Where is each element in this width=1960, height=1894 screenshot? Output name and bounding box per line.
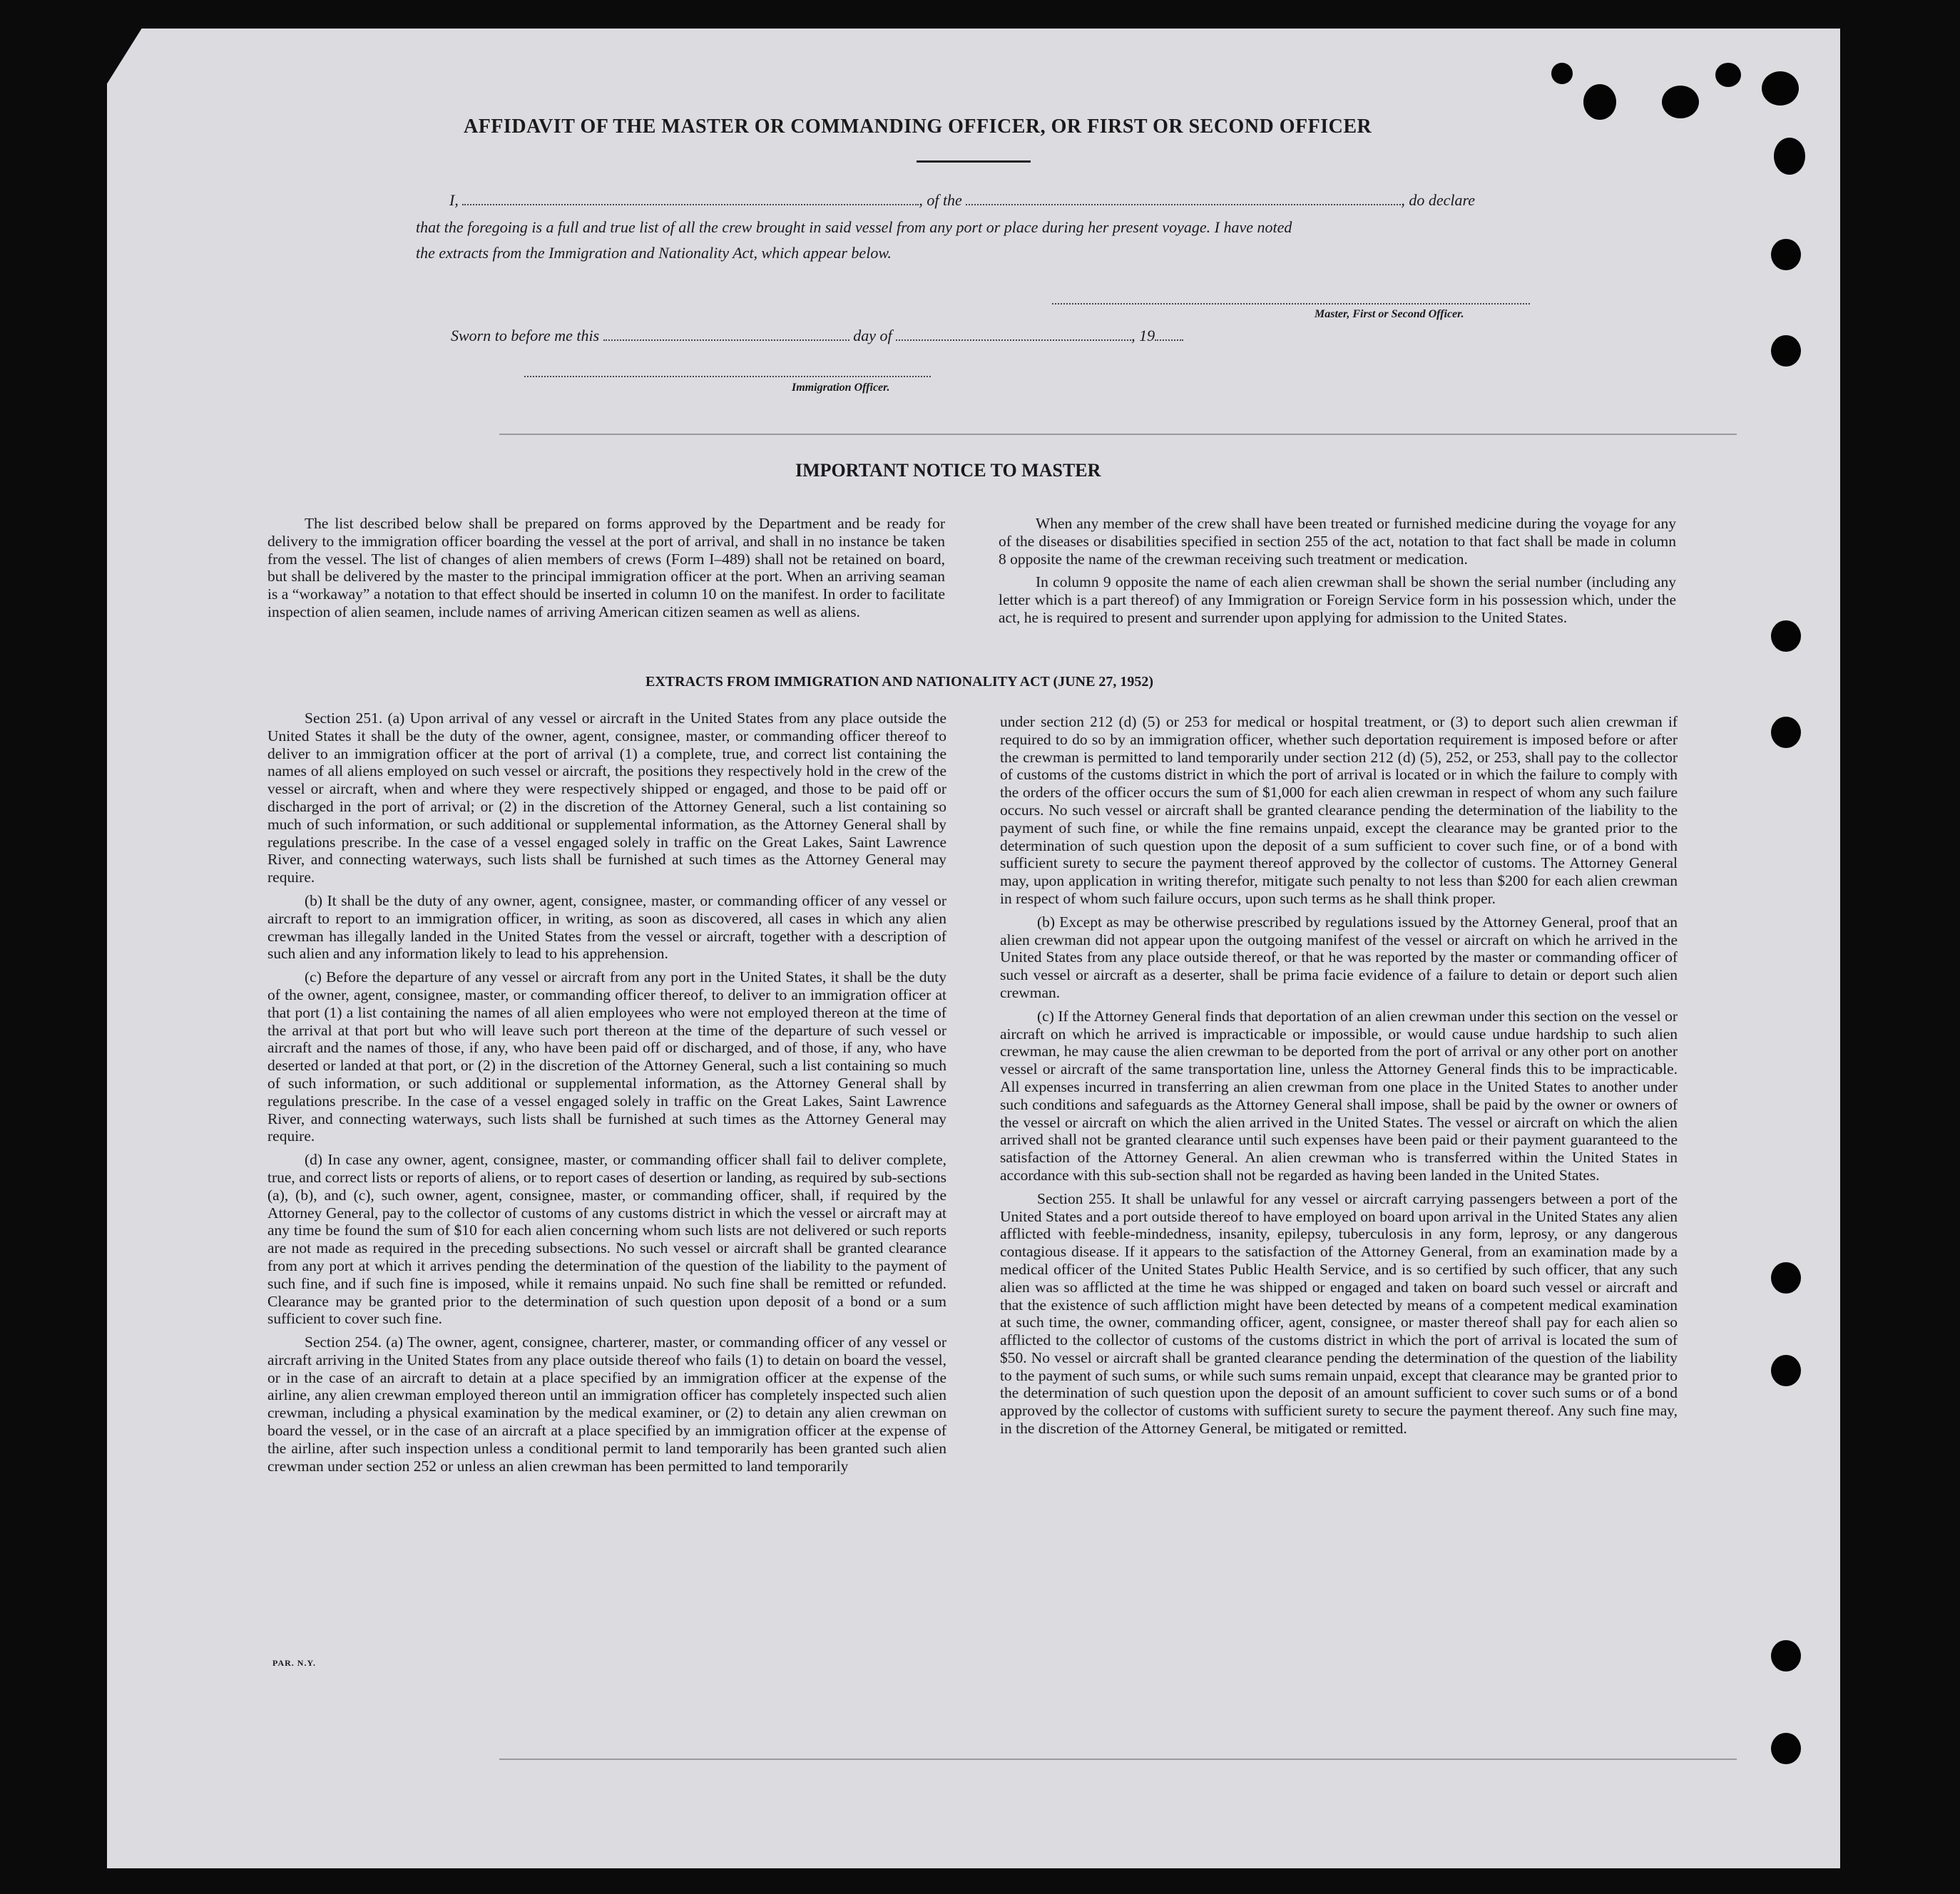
name-field[interactable] [462,191,919,205]
extract-section-254c: (c) If the Attorney General finds that deportation of an alien crewman under this section on the vessel or aircraft on which he arrived is impracticable or impossible, or would cause undue hardship to such alien crewman, he may cause the alien crewman to be deported from the port of arrival or any other port on another vessel or aircraft of the same transportation line, unless the Attorney General finds this to be impracticable. All expenses incurred in transferring an alien crewman from one place in the United States to another under such conditions and safeguards as the Attorney General shall impose, shall be paid by the owner or owners of the vessel or aircraft on which the alien arrived in the United States. The vessel or aircraft on which the alien arrived shall not be granted clearance until such expenses have been paid or their payment guaranteed to the satisfaction of the Attorney General. An alien crewman who is transferred within the United States in accordance with this sub-section shall not be regarded as having been landed in the United States. [1000,1007,1678,1184]
affidavit-body-line-2: the extracts from the Immigration and Nationality Act, which appear below. [416,244,892,262]
immigration-officer-signature-line[interactable] [524,376,931,377]
binding-hole [1551,63,1573,84]
sworn-label: Sworn to before me this [451,327,600,344]
binding-hole [1762,71,1799,106]
affidavit-title: AFFIDAVIT OF THE MASTER OR COMMANDING OFFICER, OR FIRST OR SECOND OFFICER [464,116,1372,138]
notice-left-column [267,515,945,627]
binding-hole [1771,717,1801,748]
extracts-left-column [267,710,946,1480]
year-label: , 19 [1131,327,1155,344]
notice-right-para-2: In column 9 opposite the name of each alien crewman shall be shown the serial number (including any letter which is a part thereof) of any Immigration or Foreign Service form in his possession which, under the act, he is required to present and surrender upon applying for admission to the United States. [999,573,1676,626]
binding-hole [1771,1355,1801,1386]
binding-hole [1771,239,1801,270]
printer-mark: PAR. N.Y. [272,1658,317,1668]
sworn-line [451,327,1183,345]
extract-section-254a: Section 254. (a) The owner, agent, consignee, charterer, master, or commanding officer of any vessel or aircraft arriving in the United States from any place outside thereof who fails (1) to detain on board the vessel, or in the case of an aircraft to detain at a place specified by an immigration officer at the expense of the airline, any alien crewman employed thereon until an immigration officer has completely inspected such alien crewman, including a physical examination by the medical examiner, or (2) to detain any alien crewman on board the vessel, or in the case of an aircraft at a place specified by an immigration officer at the expense of the airline, after such inspection unless a conditional permit to land temporarily has been granted such alien crewman under section 252 or unless an alien crewman has been permitted to land temporarily [267,1334,946,1475]
master-caption: Master, First or Second Officer. [1315,308,1464,320]
sworn-day-field[interactable] [603,327,849,341]
title-rule [917,160,1031,163]
binding-hole [1583,84,1616,120]
section-divider [499,434,1737,435]
notice-right-column [999,515,1676,633]
extract-section-251a: Section 251. (a) Upon arrival of any vessel or aircraft in the United States from any place outside the United States it shall be the duty of the owner, agent, consignee, master, or commanding officer thereof to deliver to an immigration officer at the port of arrival (1) a complete, true, and correct list containing the names of all aliens employed on such vessel or aircraft, the positions they respectively hold in the crew of the vessel or aircraft, when and where they were respectively shipped or engaged, and those to be paid off or discharged in the port of arrival; or (2) in the discretion of the Attorney General, such a list containing so much of such information, or such additional or supplemental information, as the Attorney General shall by regulations prescribe. In the case of a vessel engaged solely in traffic on the Great Lakes, Saint Lawrence River, and connecting waterways, such lists shall be furnished at such times as the Attorney General may require. [267,710,946,886]
extract-section-251b: (b) It shall be the duty of any owner, agent, consignee, master, or commanding officer of any vessel or aircraft to report to an immigration officer, in writing, as soon as discovered, all cases in which any alien crewman has illegally landed in the United States from the vessel or aircraft, together with a description of such alien and any information likely to lead to his apprehension. [267,891,946,963]
binding-hole [1771,1262,1801,1294]
officer-caption: Immigration Officer. [792,382,890,394]
affidavit-body-line-1: that the foregoing is a full and true list of all the crew brought in said vessel from any port or place during her present voyage. I have noted [416,218,1292,236]
extract-section-255: Section 255. It shall be unlawful for any vessel or aircraft carrying passengers between a port of the United States and a port outside thereof to have employed on board upon arrival in the United States any alien afflicted with feeble-mindedness, insanity, epilepsy, tuberculosis in any form, leprosy, or any dangerous contagious disease. If it appears to the satisfaction of the Attorney General, from an examination made by a medical officer of the United States Public Health Service, and is so certified by such officer, that any such alien was so afflicted at the time he was shipped or engaged and taken on board such vessel or aircraft and that the existence of such affliction might have been detected by means of a competent medical examination at such time, the owner, commanding officer, agent, consignee, or master thereof shall pay for each alien so afflicted to the collector of customs of the customs district in which the port of arrival is located the sum of $50. No vessel or aircraft shall be granted clearance pending the determination of the question of the liability to the payment of such sums, or while such sums remain unpaid, except that clearance may be granted prior to the determination of such question upon the deposit of an amount sufficient to cover such sums or of a bond approved by the collector of customs with sufficient surety to secure the payment thereof. Any such fine may, in the discretion of the Attorney General, be mitigated or remitted. [1000,1189,1678,1438]
bottom-divider [499,1759,1737,1760]
extract-section-251d: (d) In case any owner, agent, consignee, master, or commanding officer shall fail to deliver complete, true, and correct lists or reports of aliens, or to report cases of desertion or landing, as required by sub-sections (a), (b), and (c), such owner, agent, consignee, master, or commanding officer, shall, if required by the Attorney General, pay to the collector of customs of any customs district in which the vessel or aircraft may at any time be found the sum of $10 for each alien concerning whom such lists are not delivered or such reports are not made as required in the preceding subsections. No such vessel or aircraft shall be granted clearance from any port at which it arrives pending the determination of the question of the liability to the payment of such fine, and if such fine is imposed, while it remains unpaid. No such fine shall be remitted or refunded. Clearance may be granted prior to the determination of such question upon deposit of a bond or a sum sufficient to cover such fine. [267,1151,946,1328]
declarant-line [449,191,1475,210]
vessel-field[interactable] [966,191,1401,205]
binding-hole [1774,138,1805,175]
extract-section-254a-cont: under section 212 (d) (5) or 253 for medical or hospital treatment, or (3) to deport such alien crewman if required to do so by an immigration officer, whether such deportation requirement is imposed before or after the crewman is permitted to land temporarily under section 212 (d) (5), 252, or 253, shall pay to the collector of customs of the customs district in which the port of arrival is located or in which the failure to comply with the orders of the officer occurs the sum of $1,000 for each alien crewman in respect of whom any such failure occurs. No such vessel or aircraft shall be granted clearance pending the determination of the liability to the payment of such fine, or while the fine remains unpaid, except the clearance may be granted prior to the determination of such question upon the deposit of a sum sufficient to cover such fine, or of a bond with sufficient surety to secure the payment thereof approved by the collector of customs. The Attorney General may, upon application in writing therefor, mitigate such penalty to not less than $200 for each alien crewman in respect of whom such failure occurs, upon such terms as he shall think proper. [1000,713,1678,907]
binding-hole [1662,86,1699,118]
sworn-month-field[interactable] [896,327,1131,341]
binding-hole [1715,63,1741,87]
of-the-label: , of the [919,191,962,209]
extract-section-254b: (b) Except as may be otherwise prescribed by regulations issued by the Attorney General, proof that an alien crewman did not appear upon the outgoing manifest of the vessel or aircraft on which he arrived in the United States from any place outside thereof, or that he was reported by the master or commanding officer of such vessel or aircraft as a deserter, shall be prima facie evidence of a failure to detain or deport such alien crewman. [1000,913,1678,1001]
notice-title: IMPORTANT NOTICE TO MASTER [795,460,1101,481]
binding-hole [1771,1733,1801,1764]
i-label: I, [449,191,459,209]
year-field[interactable] [1155,327,1183,341]
binding-hole [1771,335,1801,367]
master-signature-line[interactable] [1052,303,1530,304]
binding-hole [1771,620,1801,652]
notice-left-para: The list described below shall be prepared on forms approved by the Department and be ready for delivery to the immigration officer boarding the vessel at the port of arrival, and shall in no instance be taken from the vessel. The list of changes of alien members of crews (Form I–489) shall not be retained on board, but shall be delivered by the master to the principal immigration officer at the port. When an arriving seaman is a “workaway” a notation to that effect should be inserted in column 10 on the manifest. In order to facilitate inspection of alien seamen, include names of arriving American citizen seamen as well as aliens. [267,515,945,620]
extracts-title: EXTRACTS FROM IMMIGRATION AND NATIONALITY ACT (JUNE 27, 1952) [645,674,1154,690]
day-of-label: day of [853,327,892,344]
notice-right-para-1: When any member of the crew shall have been treated or furnished medicine during the voyage for any of the diseases or disabilities specified in section 255 of the act, notation to that fact shall be made in column 8 opposite the name of the crewman receiving such treatment or medication. [999,515,1676,568]
do-declare-label: , do declare [1401,191,1475,209]
binding-hole [1771,1640,1801,1672]
extracts-right-column [1000,713,1678,1443]
extract-section-251c: (c) Before the departure of any vessel or aircraft from any port in the United States, it shall be the duty of the owner, agent, consignee, master, or commanding officer thereof, to deliver to an immigration officer at that port (1) a list containing the names of all alien employees who were not employed thereon at the time of the arrival at that port but who will leave such port thereon at the time of the departure of such vessel or aircraft and the names of those, if any, who have been paid off or discharged, and of those, if any, who have deserted or landed at that port, or (2) in the discretion of the Attorney General, such a list containing so much of such information, or such additional or supplemental information, as the Attorney General shall by regulations prescribe. In the case of a vessel engaged solely in traffic on the Great Lakes, Saint Lawrence River, and connecting waterways, such lists shall be furnished at such times as the Attorney General may require. [267,968,946,1145]
